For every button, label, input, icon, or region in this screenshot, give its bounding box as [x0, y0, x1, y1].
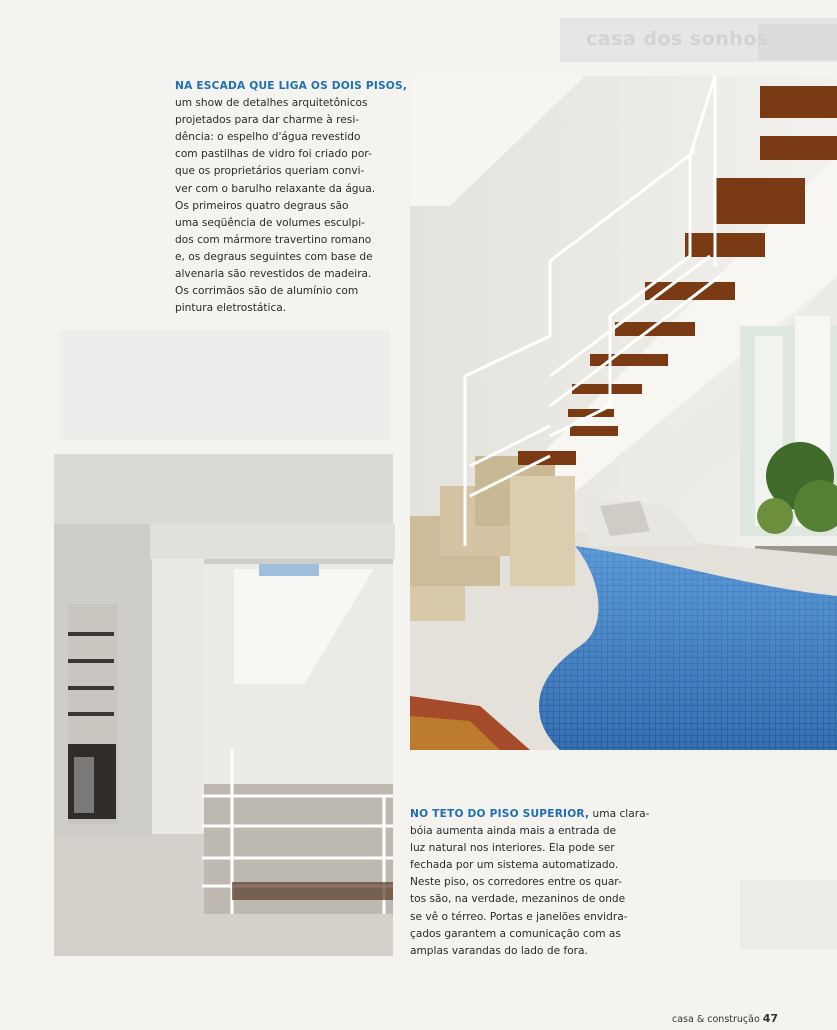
caption-roof-lead: NO TETO DO PISO SUPERIOR,: [410, 808, 590, 820]
section-title: casa dos sonhos: [586, 28, 769, 50]
caption-line: projetados para dar charme à resi-: [175, 114, 360, 127]
caption-line: Os corrimãos são de alumínio com: [175, 285, 359, 298]
caption-line: çados garantem a comunicação com as: [410, 927, 621, 940]
caption-line: tos são, na verdade, mezaninos de onde: [410, 893, 626, 906]
caption-line: se vê o térreo. Portas e janelões envidra-: [410, 910, 628, 923]
caption-line: dos com mármore travertino romano: [175, 233, 372, 246]
caption-line: luz natural nos interiores. Ela pode ser: [410, 842, 615, 855]
caption-line: Os primeiros quatro degraus são: [175, 199, 349, 212]
show-through-text: [740, 880, 837, 950]
caption-stair: [175, 78, 408, 317]
caption-line: e, os degraus seguintes com base de: [175, 250, 373, 263]
caption-line: Neste piso, os corredores entre os quar-: [410, 876, 622, 889]
photo-upper-floor: [54, 454, 393, 956]
caption-line: ver com o barulho relaxante da água.: [175, 182, 376, 195]
caption-line: alvenaria são revestidos de madeira.: [175, 268, 372, 281]
section-header-tab: [758, 24, 837, 60]
show-through-block: [60, 330, 390, 440]
caption-line: com pastilhas de vidro foi criado por-: [175, 148, 372, 161]
caption-line: que os proprietários queriam convi-: [175, 165, 365, 178]
caption-stair-lead: NA ESCADA QUE LIGA OS DOIS PISOS,: [175, 80, 408, 92]
photo-staircase-pool: [410, 76, 837, 750]
caption-roof: [410, 806, 650, 960]
caption-line: bóia aumenta ainda mais a entrada de: [410, 825, 617, 838]
caption-line: fechada por um sistema automatizado.: [410, 859, 619, 872]
caption-line: pintura eletrostática.: [175, 302, 287, 315]
page-number: 47: [762, 1012, 779, 1025]
caption-line: amplas varandas do lado de fora.: [410, 944, 588, 957]
page-footer: [672, 1012, 778, 1025]
caption-line: dência: o espelho d'água revestido: [175, 131, 361, 144]
caption-roof-first-line: [410, 806, 650, 823]
caption-line: uma seqüência de volumes esculpi-: [175, 216, 365, 229]
magazine-name: casa & construção: [672, 1014, 760, 1025]
caption-line: um show de detalhes arquitetônicos: [175, 97, 368, 110]
caption-roof-lead-rest: uma clara-: [589, 808, 650, 820]
